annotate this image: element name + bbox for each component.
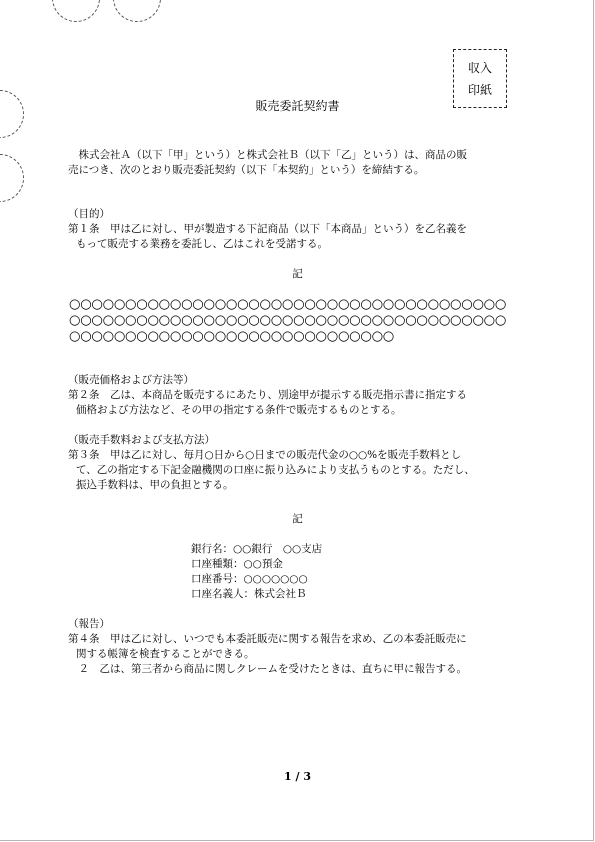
placeholder-circles — [69, 297, 506, 345]
article-line: 第４条 甲は乙に対し、いつでも本委託販売に関する報告を求め、乙の本委託販売に — [68, 633, 467, 645]
article-line: て、乙の指定する下記金融機関の口座に振り込みにより支払うものとする。ただし、 — [76, 464, 475, 476]
punch-hole-top-left — [52, 0, 100, 22]
account-holder: 口座名義人：株式会社Ｂ — [191, 588, 307, 600]
bank-name: 銀行名：○○銀行 ○○支店 — [191, 543, 323, 555]
article-line: 第２条 乙は、本商品を販売するにあたり、別途甲が提示する販売指示書に指定する — [68, 389, 467, 401]
article-3 — [68, 433, 528, 493]
account-type: 口座種類：○○預金 — [191, 558, 283, 570]
placeholder-line: ○○○○○○○○○○○○○○○○○○○○○○○○○○○○○○○○○○○○○○○ — [69, 297, 507, 312]
article-line: もって販売する業務を委託し、乙はこれを受諾する。 — [76, 238, 328, 250]
article-line: ２ 乙は、第三者から商品に関しクレームを受けたときは、直ちに甲に報告する。 — [68, 663, 467, 675]
article-heading: （目的） — [68, 208, 110, 220]
ki-heading: 記 — [292, 268, 303, 280]
placeholder-line: ○○○○○○○○○○○○○○○○○○○○○○○○○○○○○ — [69, 329, 394, 344]
article-line: 第３条 甲は乙に対し、毎月○日から○日までの販売代金の○○%を販売手数料とし — [68, 449, 462, 461]
bank-details — [191, 542, 322, 602]
article-4 — [68, 617, 528, 677]
preamble — [68, 148, 528, 178]
stamp-label-line1: 収入 — [467, 61, 492, 75]
article-2 — [68, 373, 528, 418]
account-number: 口座番号：○○○○○○○ — [191, 573, 308, 585]
article-line: 関する帳簿を検査することができる。 — [76, 648, 255, 660]
punch-hole-top-right — [113, 0, 161, 22]
preamble-line: 売につき、次のとおり販売委託契約（以下「本契約」という）を締結する。 — [68, 164, 425, 176]
article-line: 第１条 甲は乙に対し、甲が製造する下記商品（以下「本商品」という）を乙名義を — [68, 223, 467, 235]
article-heading: （販売価格および方法等） — [68, 374, 194, 386]
preamble-line: 株式会社Ａ（以下「甲」という）と株式会社Ｂ（以下「乙」という）は、商品の販 — [68, 149, 467, 161]
article-line: 振込手数料は、甲の負担とする。 — [76, 479, 234, 491]
page-number: 1 / 3 — [284, 770, 311, 783]
placeholder-line: ○○○○○○○○○○○○○○○○○○○○○○○○○○○○○○○○○○○○○○○ — [69, 313, 507, 328]
article-heading: （販売手数料および支払方法） — [68, 434, 215, 446]
ki-heading: 記 — [292, 513, 303, 525]
punch-hole-left-lower — [0, 154, 24, 202]
stamp-label-line2: 印紙 — [467, 83, 492, 97]
article-line: 価格および方法など、その甲の指定する条件で販売するものとする。 — [76, 404, 402, 416]
article-heading: （報告） — [68, 618, 110, 630]
punch-hole-left-upper — [0, 90, 24, 138]
document-title: 販売委託契約書 — [255, 99, 340, 113]
article-1 — [68, 207, 528, 252]
